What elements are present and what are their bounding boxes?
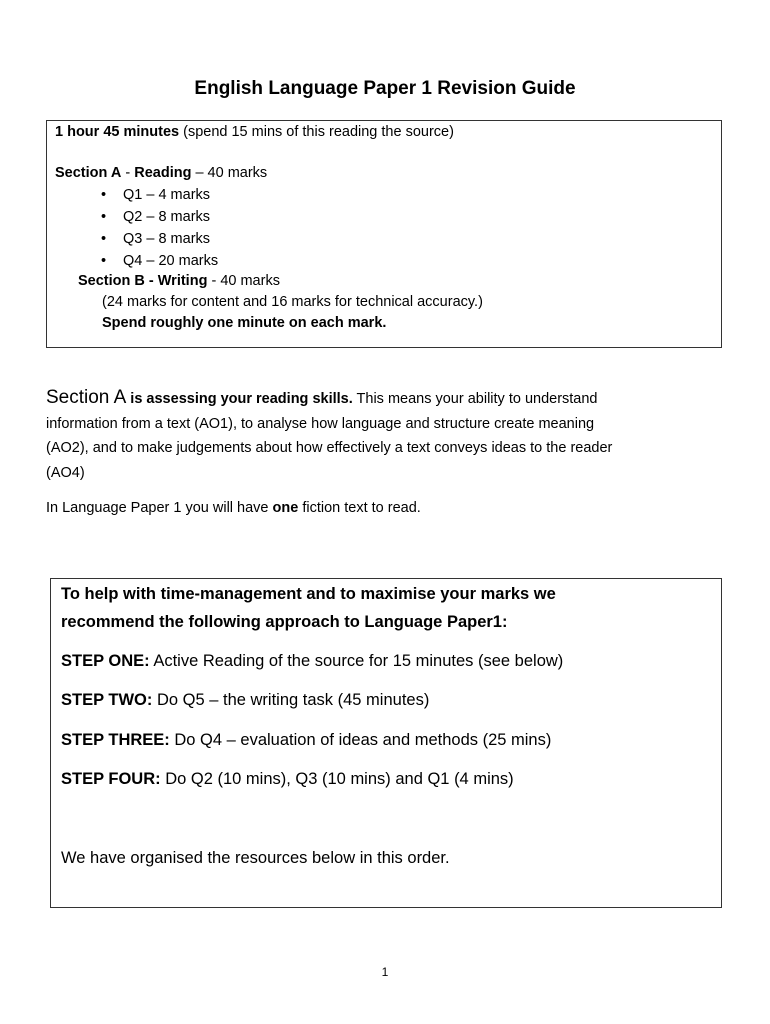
page-number: 1 bbox=[381, 965, 389, 979]
duration-line bbox=[55, 124, 454, 140]
question-marks-text: Q2 – 8 marks bbox=[123, 209, 211, 225]
section-a-heading: Section A bbox=[46, 387, 127, 408]
approach-box bbox=[50, 578, 722, 908]
description-text: information from a text (AO1), to analyse how language and structure create meaning bbox=[46, 415, 595, 432]
exam-overview-box bbox=[46, 120, 722, 348]
timing-tip: Spend roughly one minute on each mark. bbox=[102, 315, 387, 331]
bullet-icon: • bbox=[101, 231, 107, 247]
section-b-marks: - 40 marks bbox=[207, 273, 280, 289]
section-b-note: (24 marks for content and 16 marks for technical accuracy.) bbox=[102, 294, 483, 310]
step-two bbox=[61, 691, 429, 710]
approach-intro-line: recommend the following approach to Language Paper1: bbox=[61, 613, 508, 631]
step-one bbox=[61, 652, 563, 671]
section-a-separator: - bbox=[121, 165, 135, 181]
section-b-label: Section B - Writing bbox=[78, 273, 208, 289]
description-text: (AO2), and to make judgements about how effectively a text conveys ideas to the reader bbox=[46, 440, 613, 456]
section-a-subheading: is assessing your reading skills. bbox=[126, 391, 353, 407]
step-text: Do Q4 – evaluation of ideas and methods (25 mins) bbox=[169, 731, 552, 749]
bullet-icon: • bbox=[101, 253, 107, 269]
fiction-text-note bbox=[46, 496, 726, 521]
step-label: STEP TWO: bbox=[61, 691, 153, 709]
question-marks-text: Q1 – 4 marks bbox=[123, 187, 211, 203]
description-text: This means your ability to understand bbox=[352, 391, 598, 407]
bullet-icon: • bbox=[101, 187, 107, 203]
step-label: STEP ONE: bbox=[61, 652, 150, 670]
step-text: Do Q2 (10 mins), Q3 (10 mins) and Q1 (4 mins) bbox=[160, 770, 514, 788]
duration-note: (spend 15 mins of this reading the source) bbox=[179, 124, 454, 140]
section-a-marks: – 40 marks bbox=[191, 165, 268, 181]
question-marks-text: Q4 – 20 marks bbox=[123, 253, 219, 269]
approach-closing: We have organised the resources below in this order. bbox=[61, 849, 450, 867]
duration-bold: 1 hour 45 minutes bbox=[55, 124, 180, 140]
section-a-description-line bbox=[46, 386, 726, 412]
approach-intro-line: To help with time-management and to maximise your marks we bbox=[61, 585, 556, 603]
section-b-line bbox=[78, 273, 280, 289]
section-a-description bbox=[46, 386, 726, 485]
fiction-text-pre: In Language Paper 1 you will have bbox=[46, 500, 273, 516]
step-label: STEP THREE: bbox=[61, 731, 170, 749]
fiction-text-post: fiction text to read. bbox=[298, 500, 421, 516]
step-text: Do Q5 – the writing task (45 minutes) bbox=[152, 691, 430, 709]
description-text: (AO4) bbox=[46, 464, 85, 481]
bullet-icon: • bbox=[101, 209, 107, 225]
question-marks-text: Q3 – 8 marks bbox=[123, 231, 211, 247]
step-three bbox=[61, 731, 551, 750]
section-a-line bbox=[55, 165, 267, 181]
step-four bbox=[61, 770, 514, 789]
section-a-name: Reading bbox=[134, 165, 192, 181]
fiction-text-bold: one bbox=[272, 500, 299, 516]
page-title: English Language Paper 1 Revision Guide bbox=[194, 78, 576, 99]
section-a-label: Section A bbox=[55, 165, 122, 181]
step-text: Active Reading of the source for 15 minutes (see below) bbox=[149, 652, 564, 670]
step-label: STEP FOUR: bbox=[61, 770, 161, 788]
